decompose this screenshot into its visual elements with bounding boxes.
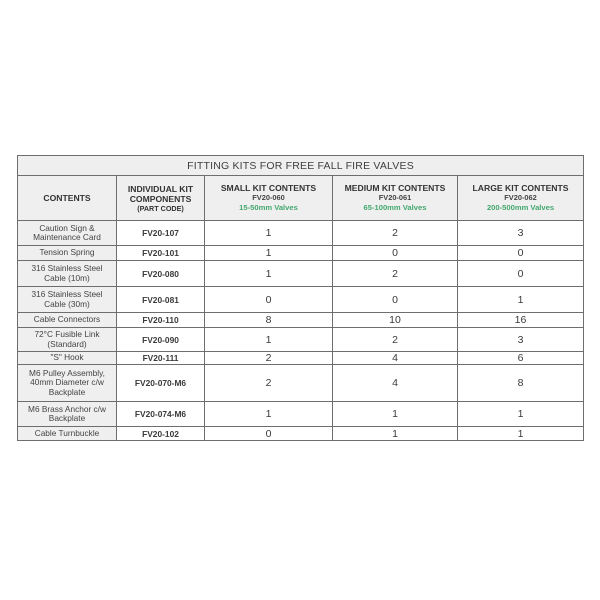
row-medium-qty: 2 [333, 261, 458, 287]
row-part-code: FV20-102 [117, 427, 205, 441]
header-individual-line2: COMPONENTS [129, 193, 192, 204]
row-small-qty: 0 [205, 427, 333, 441]
row-item-name: Tension Spring [18, 246, 117, 261]
header-large-range: 200-500mm Valves [486, 203, 555, 212]
row-large-qty: 1 [458, 287, 584, 313]
table-row [18, 328, 584, 352]
row-part-code: FV20-110 [117, 313, 205, 328]
row-item-name: Cable Turnbuckle [18, 427, 117, 441]
row-small-qty: 2 [205, 365, 333, 402]
row-medium-qty: 10 [333, 313, 458, 328]
header-medium-code: FV20-061 [378, 193, 412, 202]
row-part-code: FV20-111 [117, 352, 205, 365]
row-large-qty: 0 [458, 261, 584, 287]
header-medium-range: 65-100mm Valves [363, 203, 427, 212]
row-part-code: FV20-070-M6 [117, 365, 205, 402]
row-item-name: "S" Hook [18, 352, 117, 365]
row-part-code: FV20-101 [117, 246, 205, 261]
row-small-qty: 0 [205, 287, 333, 313]
header-small [205, 176, 333, 221]
table-row [18, 427, 584, 441]
table-row [18, 261, 584, 287]
row-small-qty: 2 [205, 352, 333, 365]
row-item-name: Caution Sign & Maintenance Card [18, 221, 117, 246]
header-small-range: 15-50mm Valves [239, 203, 298, 212]
row-item-name: 316 Stainless Steel Cable (30m) [18, 287, 117, 313]
fitting-kits-table [17, 155, 584, 441]
row-part-code: FV20-074-M6 [117, 402, 205, 427]
row-part-code: FV20-081 [117, 287, 205, 313]
row-item-name: M6 Pulley Assembly, 40mm Diameter c/w Backplate [18, 365, 117, 402]
header-medium-label: MEDIUM KIT CONTENTS [344, 183, 446, 193]
table-row [18, 352, 584, 365]
row-small-qty: 1 [205, 328, 333, 352]
header-individual-sub: (PART CODE) [137, 203, 184, 213]
row-medium-qty: 0 [333, 246, 458, 261]
row-large-qty: 8 [458, 365, 584, 402]
table-row [18, 246, 584, 261]
row-large-qty: 3 [458, 328, 584, 352]
row-small-qty: 8 [205, 313, 333, 328]
row-small-qty: 1 [205, 261, 333, 287]
header-individual [117, 176, 205, 221]
row-item-name: 72°C Fusible Link (Standard) [18, 328, 117, 352]
row-medium-qty: 4 [333, 352, 458, 365]
table-row [18, 287, 584, 313]
row-medium-qty: 1 [333, 427, 458, 441]
header-large-code: FV20-062 [504, 193, 537, 202]
header-large-label: LARGE KIT CONTENTS [472, 183, 569, 193]
row-small-qty: 1 [205, 402, 333, 427]
row-small-qty: 1 [205, 246, 333, 261]
table-row [18, 402, 584, 427]
fitting-kits-table-container [17, 155, 583, 441]
row-large-qty: 16 [458, 313, 584, 328]
row-medium-qty: 0 [333, 287, 458, 313]
row-large-qty: 1 [458, 402, 584, 427]
row-large-qty: 0 [458, 246, 584, 261]
row-small-qty: 1 [205, 221, 333, 246]
row-medium-qty: 4 [333, 365, 458, 402]
row-item-name: M6 Brass Anchor c/w Backplate [18, 402, 117, 427]
table-title: FITTING KITS FOR FREE FALL FIRE VALVES [18, 156, 584, 176]
header-contents-label: CONTENTS [43, 193, 91, 203]
header-contents [18, 176, 117, 221]
table-row [18, 313, 584, 328]
row-item-name: Cable Connectors [18, 313, 117, 328]
header-small-label: SMALL KIT CONTENTS [220, 183, 317, 193]
header-individual-line1: INDIVIDUAL KIT [127, 183, 194, 194]
table-row [18, 365, 584, 402]
row-medium-qty: 1 [333, 402, 458, 427]
header-medium [333, 176, 458, 221]
row-part-code: FV20-107 [117, 221, 205, 246]
row-large-qty: 3 [458, 221, 584, 246]
row-large-qty: 1 [458, 427, 584, 441]
row-item-name: 316 Stainless Steel Cable (10m) [18, 261, 117, 287]
row-part-code: FV20-090 [117, 328, 205, 352]
header-large [458, 176, 584, 221]
row-part-code: FV20-080 [117, 261, 205, 287]
header-small-code: FV20-060 [252, 193, 285, 202]
row-medium-qty: 2 [333, 328, 458, 352]
row-medium-qty: 2 [333, 221, 458, 246]
table-row [18, 221, 584, 246]
row-large-qty: 6 [458, 352, 584, 365]
